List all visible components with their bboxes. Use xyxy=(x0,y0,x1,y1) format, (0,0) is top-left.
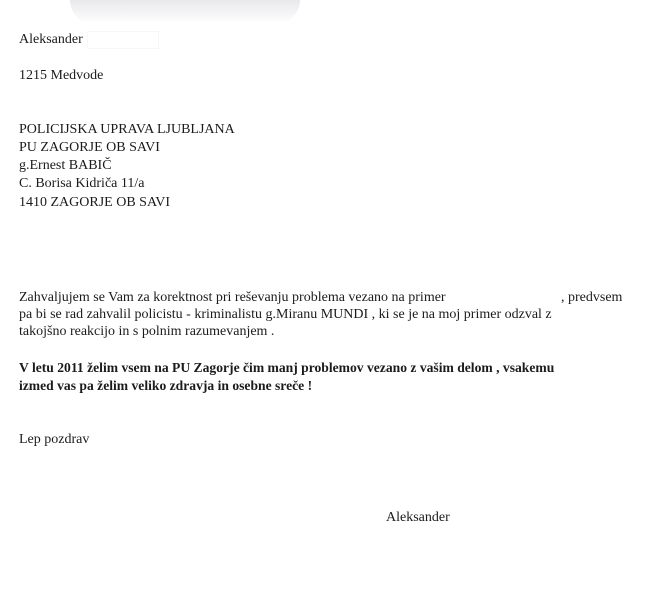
redacted-surname xyxy=(88,32,158,48)
recipient-line-2: PU ZAGORJE OB SAVI xyxy=(19,140,160,155)
closing-greeting: Lep pozdrav xyxy=(19,432,90,447)
sender-postal: 1215 Medvode xyxy=(19,68,104,83)
sender-name: Aleksander xyxy=(19,32,83,48)
body-p2-line-1: V letu 2011 želim vsem na PU Zagorje čim manj problemov vezano z vašim delom , vsakemu xyxy=(19,360,555,375)
recipient-line-3: g.Ernest BABIČ xyxy=(19,158,112,173)
body-p1-line-2: pa bi se rad zahvalil policistu - kriminalistu g.Miranu MUNDI , ki se je na moj primer odzval z xyxy=(19,307,552,322)
body-p1-line-1b: , predvsem xyxy=(561,290,623,305)
recipient-line-5: 1410 ZAGORJE OB SAVI xyxy=(19,195,171,210)
signature-name: Aleksander xyxy=(386,510,450,525)
body-p1-line-3: takojšno reakcijo in s polnim razumevanjem . xyxy=(19,324,275,339)
body-p1-line-1a: Zahvaljujem se Vam za korektnost pri reševanju problema vezano na primer xyxy=(19,290,446,305)
recipient-line-4: C. Borisa Kidriča 11/a xyxy=(19,176,145,191)
sender-name-line xyxy=(19,32,158,48)
scan-smudge xyxy=(70,0,300,24)
body-p2-line-2: izmed vas pa želim veliko zdravja in osebne sreče ! xyxy=(19,378,313,393)
recipient-line-1: POLICIJSKA UPRAVA LJUBLJANA xyxy=(19,122,235,137)
